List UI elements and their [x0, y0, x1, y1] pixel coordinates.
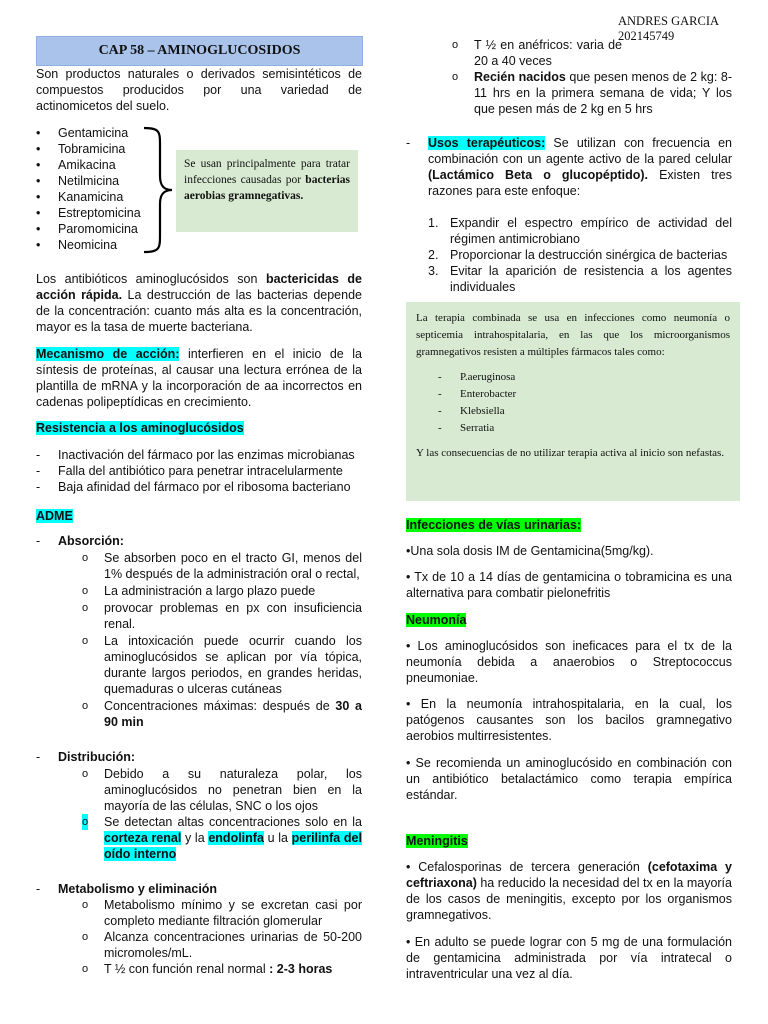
uti-heading	[406, 517, 581, 533]
combination-therapy-box	[406, 302, 740, 501]
half-life-normal	[82, 961, 362, 977]
absorption-section	[36, 533, 362, 549]
organism-list	[438, 369, 730, 437]
distribution-pre: Se detectan altas concentraciones solo en la	[104, 815, 362, 829]
meningitis-p1-post: ha reducido la necesidad del tx en la mayoría de los casos de meningitis, excepto por los organismos gramnegativos.	[406, 876, 732, 922]
half-life-newborn	[452, 69, 732, 117]
reason-item: 3. Evitar la aparición de resistencia a los agentes individuales	[428, 264, 732, 294]
drug-usage-note	[176, 150, 358, 232]
uses-post: Existen tres razones para este enfoque:	[428, 168, 732, 198]
reason-text: Evitar la aparición de resistencia a los agentes individuales	[450, 264, 732, 294]
metabolism-item: o Alcanza concentraciones urinarias de 50-200 micromoles/mL.	[82, 929, 362, 961]
uses-reasons	[428, 215, 732, 295]
absorption-max-bold: 30 a 90 min	[104, 699, 362, 729]
combo-consequence: Y las consecuencias de no utilizar terapia activa al inicio son nefastas.	[416, 447, 725, 459]
meningitis-title: Meningitis	[406, 834, 468, 848]
author-name: ANDRES GARCIA	[618, 14, 720, 28]
meningitis-p1-pre: • Cefalosporinas de tercera generación	[406, 860, 648, 874]
resistance-title: Resistencia a los aminoglucósidos	[36, 421, 244, 435]
resistance-item: - Falla del antibiótico para penetrar intracelularmente	[36, 463, 362, 479]
distribution-mid1: y la	[181, 831, 209, 845]
mechanism-paragraph	[36, 346, 362, 410]
distribution-item: o Debido a su naturaleza polar, los aminoglucósidos no penetran bien en la mayoría de las células, SNC o los ojos	[82, 766, 362, 814]
drug-usage-text: Se usan principalmente para tratar infecciones causadas por	[184, 158, 350, 186]
newborn-text: que pesen menos de 2 kg: 8-11 hrs en la primera semana de vida; Y los que pesen más de 2 kg en 5 hrs	[474, 70, 732, 116]
reason-text: Proporcionar la destrucción sinérgica de bacterias	[450, 248, 728, 262]
absorption-item: o La intoxicación puede ocurrir cuando los aminoglucósidos se aplican por vía tópica, durante largos periodos, en grandes heridas, quemaduras o ulceras cutáneas	[82, 633, 362, 697]
metabolism-item: o Metabolismo mínimo y se excretan casi por completo mediante filtración glomerular	[82, 897, 362, 929]
meningitis-p2: • En adulto se puede lograr con 5 mg de una formulación de gentamicina administrada por vía intratecal o intraventricular una vez al día.	[406, 935, 732, 981]
resistance-heading	[36, 420, 244, 436]
pneumonia-title: Neumonía	[406, 613, 467, 627]
meningitis-p1-bold: (cefotaxima y ceftriaxona)	[406, 860, 732, 890]
drug-item: • Estreptomicina	[36, 205, 156, 221]
metabolism-label: Metabolismo y eliminación	[58, 882, 218, 896]
organism-item: - Enterobacter	[438, 386, 730, 403]
resistance-item: - Inactivación del fármaco por las enzimas microbianas	[36, 447, 362, 463]
absorption-max	[82, 698, 362, 730]
organism-item: - Serratia	[438, 420, 730, 437]
metabolism-section	[36, 881, 362, 897]
absorption-label: Absorción:	[58, 534, 124, 548]
uti-p1: •Una sola dosis IM de Gentamicina(5mg/kg).	[406, 544, 654, 558]
bactericidal-post: La destrucción de las bacterias depende de la concentración: cuanto más alta es la concentración, mayor es la tasa de muerte bacteriana.	[36, 288, 362, 334]
uses-label: Usos terapéuticos:	[428, 136, 546, 150]
resistance-item: - Baja afinidad del fármaco por el ribosoma bacteriano	[36, 479, 362, 495]
half-life-continued	[452, 37, 732, 117]
meningitis-p1	[406, 859, 732, 923]
absorption-item: o Se absorben poco en el tracto GI, menos del 1% después de la administración oral o rectal,	[82, 550, 362, 582]
drug-usage-bold: bacterias aerobias gramnegativas.	[184, 174, 351, 202]
half-life-pre: T ½ con función renal normal	[104, 962, 270, 976]
drug-item: • Tobramicina	[36, 141, 156, 157]
mechanism-label: Mecanismo de acción:	[36, 347, 180, 361]
drug-item: • Neomicina	[36, 237, 156, 253]
uti-title: Infecciones de vías urinarias:	[406, 518, 582, 532]
pneumonia-p2: • En la neumonía intrahospitalaria, en la cual, los patógenos causantes son los bacilos gramnegativo aerobios multirresistentes.	[406, 697, 732, 743]
drug-item: • Kanamicina	[36, 189, 156, 205]
term-perilymph: perilinfa del oído interno	[104, 831, 362, 861]
reason-item: 1. Expandir el espectro empírico de actividad del régimen antimicrobiano	[428, 216, 732, 246]
drug-item: • Paromomicina	[36, 221, 156, 237]
half-life-bold: : 2-3 horas	[269, 962, 333, 976]
metabolism-list	[82, 897, 362, 977]
uses-pre: Se utilizan con frecuencia en combinación con un agente activo de la pared celular	[428, 136, 733, 166]
pneumonia-heading	[406, 612, 466, 628]
distribution-item-highlight	[82, 814, 362, 862]
adme-title: ADME	[36, 509, 73, 523]
absorption-item: o provocar problemas en px con insuficiencia renal.	[82, 600, 362, 632]
author-id: 202145749	[618, 29, 675, 43]
term-renal-cortex: corteza renal	[104, 831, 182, 845]
newborn-bold: Recién nacidos	[474, 70, 566, 84]
uses-bold: (Lactámico Beta o glucopéptido).	[428, 168, 649, 182]
drug-item: • Amikacina	[36, 157, 156, 173]
uses-section	[406, 135, 732, 199]
absorption-item: o La administración a largo plazo puede	[82, 583, 362, 599]
organism-item: - Klebsiella	[438, 403, 730, 420]
page-title-text: CAP 58 – AMINOGLUCOSIDOS	[98, 43, 301, 58]
absorption-list	[82, 550, 362, 730]
term-endolymph: endolinfa	[208, 831, 264, 845]
meningitis-heading	[406, 833, 468, 849]
page-title	[36, 36, 363, 66]
pneumonia-p3: • Se recomienda un aminoglucósido en combinación con un antibiótico betalactámico como terapia empírica estándar.	[406, 756, 732, 802]
curly-brace	[140, 126, 180, 254]
organism-item: - P.aeruginosa	[438, 369, 730, 386]
resistance-list	[36, 447, 362, 495]
drug-item: • Netilmicina	[36, 173, 156, 189]
half-life-anephric: o T ½ en anéfricos: varia de 20 a 40 veces	[452, 37, 732, 69]
distribution-section	[36, 749, 362, 765]
combo-text: La terapia combinada se usa en infecciones como neumonía o septicemia intrahospitalaria, en las que los microorganismos gramnegativos resisten a múltiples fármacos tales como:	[416, 312, 730, 358]
reason-text: Expandir el espectro empírico de actividad del régimen antimicrobiano	[450, 216, 732, 246]
distribution-list	[82, 766, 362, 862]
absorption-max-pre: Concentraciones máximas: después de	[104, 699, 336, 713]
distribution-mid2: u la	[263, 831, 292, 845]
drug-list	[36, 125, 156, 253]
adme-heading	[36, 508, 73, 524]
drug-item: • Gentamicina	[36, 125, 156, 141]
mechanism-text: interfieren en el inicio de la síntesis de proteínas, al causar una lectura errónea de la plantilla de mRNA y la incorporación de aa incorrectos en cadenas polipeptídicas en crecimiento.	[36, 347, 362, 409]
bactericidal-paragraph	[36, 271, 362, 335]
bactericidal-pre: Los antibióticos aminoglucósidos son	[36, 272, 266, 286]
bactericidal-bold: bactericidas de acción rápida.	[36, 272, 362, 302]
intro-paragraph: Son productos naturales o derivados semisintéticos de compuestos producidos por una variedad de actinomicetos del suelo.	[36, 67, 362, 113]
uti-p2: • Tx de 10 a 14 días de gentamicina o tobramicina es una alternativa para combatir pielonefritis	[406, 570, 732, 600]
reason-item: 2. Proporcionar la destrucción sinérgica de bacterias	[428, 248, 728, 262]
pneumonia-p1: • Los aminoglucósidos son ineficaces para el tx de la neumonía debida a anaerobios o Streptococcus pneumoniae.	[406, 639, 732, 685]
distribution-label: Distribución:	[58, 750, 136, 764]
